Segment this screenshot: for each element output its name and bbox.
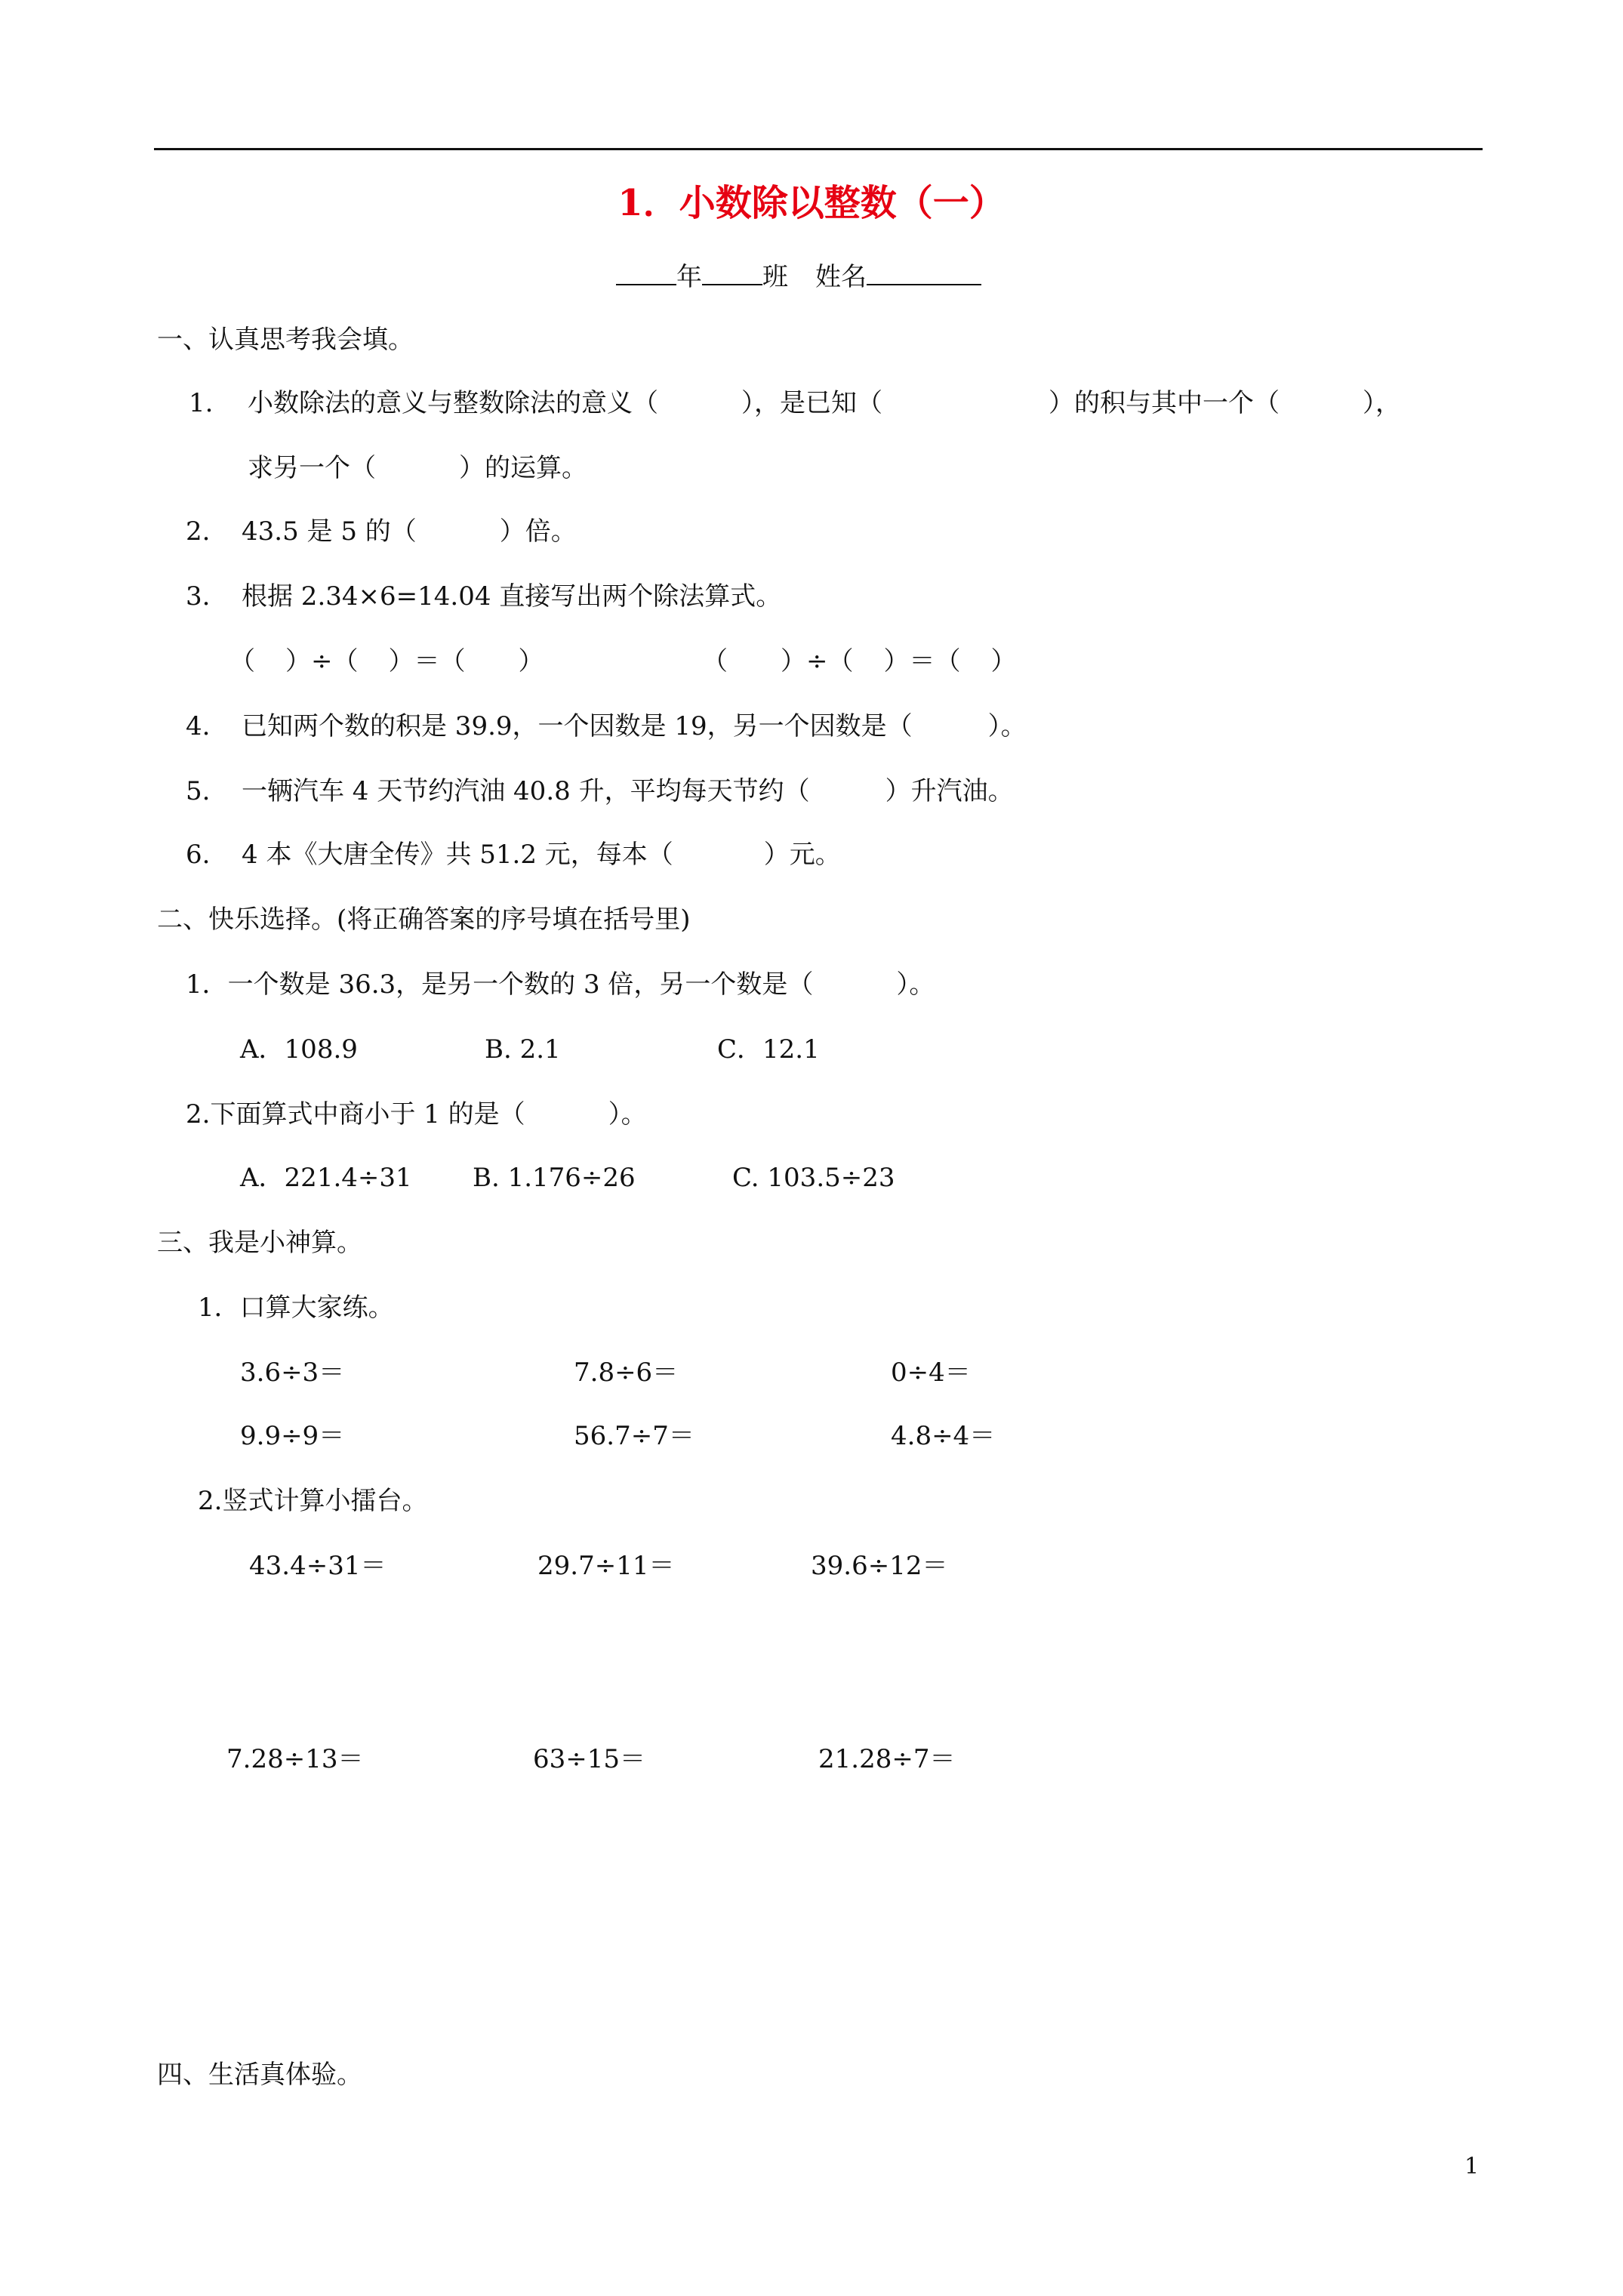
choice-q1-text-a: 1．一个数是 36.3，是另一个数的 3 倍，另一个数是（ [186, 969, 814, 1000]
q3-eq2-part: ）÷（ [781, 646, 854, 676]
q4-text-a: 已知两个数的积是 39.9，一个因数是 19，另一个因数是（ [242, 711, 913, 741]
q1-text-b: ），是已知（ [741, 388, 882, 418]
q6-number: 6. [186, 840, 211, 870]
page-number: 1 [1464, 2153, 1480, 2180]
q4-number: 4. [186, 711, 211, 741]
q3-eq1-part: （ [229, 646, 255, 676]
q3-eq2-part: （ [702, 646, 728, 676]
year-label: 年 [676, 262, 702, 292]
q3-eq1-part: ）＝（ [388, 646, 466, 676]
section-3-heading: 三、我是小神算。 [157, 1228, 362, 1258]
q3-eq2-part: ） [990, 646, 1017, 676]
q1-line1 [248, 387, 1401, 420]
q4-line [242, 710, 1027, 743]
worksheet-title: 1．小数除以整数（一） [617, 182, 1006, 224]
choice-q2-text-b: ）。 [608, 1099, 647, 1130]
oral-calc-item: 9.9÷9＝ [240, 1421, 345, 1451]
q4-text-b: ）。 [987, 711, 1027, 741]
q3-text: 根据 2.34×6=14.04 直接写出两个除法算式。 [242, 581, 782, 612]
q5-text-a: 一辆汽车 4 天节约汽油 40.8 升，平均每天节约（ [242, 776, 810, 806]
section-2-heading: 二、快乐选择。(将正确答案的序号填在括号里) [157, 905, 691, 935]
top-rule [154, 148, 1483, 150]
choice-q1-option-b[interactable]: B. 2.1 [485, 1034, 561, 1065]
q3-eq1-part: ）÷（ [285, 646, 359, 676]
year-blank[interactable] [616, 257, 676, 285]
q5-line [242, 775, 1014, 808]
q3-eq2-part: ）＝（ [883, 646, 961, 676]
vertical-calc-item: 29.7÷11＝ [537, 1551, 675, 1581]
choice-q2 [186, 1098, 647, 1131]
oral-calc-item: 7.8÷6＝ [574, 1358, 679, 1388]
q1-line2-text-a: 求另一个（ [248, 453, 376, 483]
section-4-heading: 四、生活真体验。 [157, 2060, 362, 2090]
choice-q2-option-b[interactable]: B. 1.176÷26 [473, 1163, 636, 1193]
q2-number: 2. [186, 516, 211, 547]
choice-q1-option-a[interactable]: A．108.9 [240, 1034, 358, 1065]
q1-line2-text-b: ）的运算。 [459, 453, 587, 483]
class-blank[interactable] [702, 257, 762, 285]
name-blank[interactable] [867, 257, 981, 285]
q6-text-b: ）元。 [763, 840, 841, 870]
vertical-calc-subheading: 2.竖式计算小擂台。 [198, 1486, 428, 1516]
q6-text-a: 4 本《大唐全传》共 51.2 元，每本（ [242, 840, 673, 870]
q2-line [242, 515, 577, 548]
vertical-calc-item: 39.6÷12＝ [811, 1551, 948, 1581]
oral-calc-subheading: 1．口算大家练。 [198, 1293, 394, 1323]
class-label: 班 [762, 262, 788, 292]
q3-number: 3. [186, 581, 211, 612]
oral-calc-item: 3.6÷3＝ [240, 1358, 345, 1388]
q1-text-a: 小数除法的意义与整数除法的意义（ [248, 388, 658, 418]
choice-q2-text-a: 2.下面算式中商小于 1 的是（ [186, 1099, 525, 1130]
choice-q2-option-a[interactable]: A．221.4÷31 [240, 1163, 412, 1193]
q6-line [242, 838, 841, 871]
choice-q1-option-c[interactable]: C．12.1 [717, 1034, 820, 1065]
choice-q1-text-b: ）。 [896, 969, 935, 1000]
q3-equation-1 [229, 645, 544, 678]
oral-calc-item: 4.8÷4＝ [891, 1421, 996, 1451]
q3-eq1-part: ） [518, 646, 544, 676]
q5-text-b: ）升汽油。 [885, 776, 1014, 806]
section-1-heading: 一、认真思考我会填。 [157, 325, 414, 355]
vertical-calc-item: 43.4÷31＝ [249, 1551, 387, 1581]
student-info-line [616, 257, 981, 294]
oral-calc-item: 0÷4＝ [891, 1358, 971, 1388]
vertical-calc-item: 21.28÷7＝ [818, 1744, 956, 1774]
q1-text-d: ）， [1363, 388, 1401, 418]
vertical-calc-item: 7.28÷13＝ [226, 1744, 364, 1774]
oral-calc-item: 56.7÷7＝ [574, 1421, 694, 1451]
q1-number: 1. [189, 388, 214, 418]
choice-q2-option-c[interactable]: C. 103.5÷23 [732, 1163, 895, 1193]
q2-text-b: ）倍。 [499, 516, 577, 547]
q1-line2 [248, 451, 587, 485]
q5-number: 5. [186, 776, 211, 806]
vertical-calc-item: 63÷15＝ [533, 1744, 646, 1774]
q2-text-a: 43.5 是 5 的（ [242, 516, 417, 547]
q3-equation-2 [702, 645, 1017, 678]
name-label: 姓名 [815, 262, 867, 292]
q1-text-c: ）的积与其中一个（ [1049, 388, 1280, 418]
choice-q1 [186, 968, 935, 1001]
